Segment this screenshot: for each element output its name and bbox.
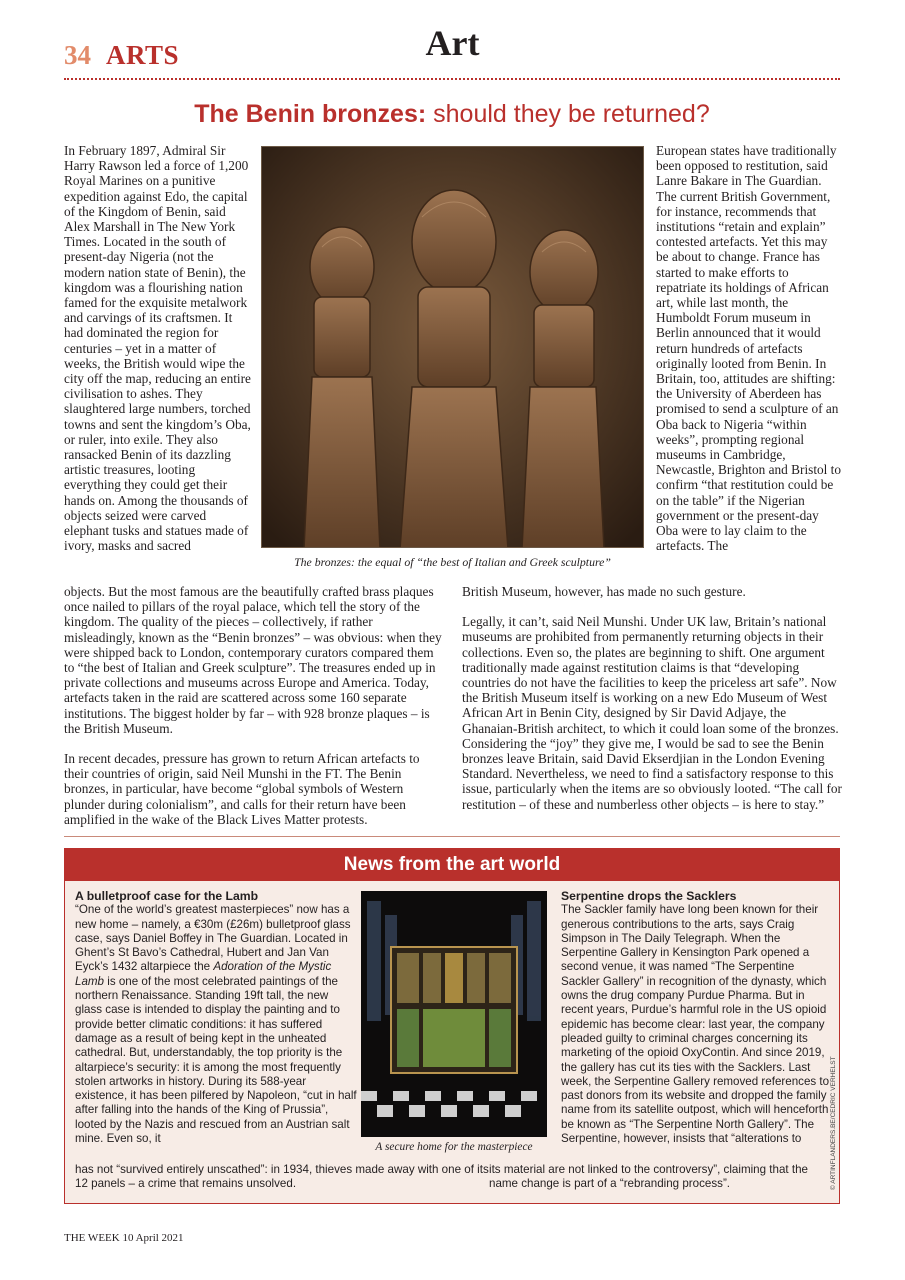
footer-issue-date: THE WEEK 10 April 2021 xyxy=(64,1232,184,1244)
altarpiece-photo xyxy=(361,891,547,1137)
article-headline xyxy=(64,100,840,129)
headline-bold: The Benin bronzes: xyxy=(194,100,427,128)
news-story-body: The Sackler family have long been known for their generous contributions to the arts, says Craig Simpson in The Daily Telegraph. When the Serpentine Gallery in Kensington Park opened a second venue, it was named “The Serpentine Sackler Gallery” in recognition of the dynasty, which owns the drug company Purdue Pharma. But in recent years, Purdue’s harmful role in the US opioid epidemic has become clear: last year, the company pleaded guilty to criminal charges concerning its marketing of the opioid OxyContin. And since 2019, the gallery has cut its ties with the Sacklers. Last week, the Serpentine Gallery removed references to past donors from its website and dropped the family name from its satellite outpost, which will henceforth be known as “The Serpentine North Gallery”. The Serpentine, however, insists that “alterations to xyxy=(561,903,830,1146)
article-col-bottom-left xyxy=(64,584,446,842)
news-story-headline: Serpentine drops the Sacklers xyxy=(561,889,737,903)
news-story-lamb-tail: has not “survived entirely unscathed”: in 1934, thieves made away with one of its 12 panels – a crime that remains unsolved. xyxy=(75,1163,489,1191)
header-divider xyxy=(64,78,840,80)
bronzes-photo xyxy=(261,146,644,548)
news-box xyxy=(64,848,840,1204)
bronzes-photo-caption: The bronzes: the equal of “the best of Italian and Greek sculpture” xyxy=(294,555,611,569)
news-title-bar: News from the art world xyxy=(65,849,839,881)
news-story-lamb xyxy=(75,889,357,1146)
section-title: Art xyxy=(425,23,480,63)
paragraph: In February 1897, Admiral Sir Harry Rawson led a force of 1,200 Royal Marines on a punitive expedition against Edo, the capital of the Kingdom of Benin, said Alex Marshall in The New York Times. Located in the south of present-day Nigeria (not the modern nation state of Benin), the kingdom was a flourishing nation famed for the exquisite metalwork and carvings of its craftsmen. It had dominated the region for centuries – yet in a matter of weeks, the British would wipe the city off the map, reducing an entire civilisation to ashes. They slaughtered large numbers, torched towns and sent the kingdom’s Oba, or ruler, into exile. They also ransacked Benin of its dazzling artistic treasures, looting everything they could get their hands on. Among the thousands of objects seized were carved elephant tusks and statues made of ivory, masks and sacred xyxy=(64,143,251,554)
news-story-body xyxy=(75,903,357,1146)
story-text: “One of the world’s greatest masterpieces” now has a new home – namely, a €30m (£26m) bulletproof glass case, says Daniel Boffey in The Guardian. Located in Ghent’s St Bavo’s Cathedral, Hubert and Jan Van Eyck’s 1432 altarpiece the xyxy=(75,903,351,974)
section-label: ARTS xyxy=(106,40,180,70)
paragraph: British Museum, however, has made no such gesture. xyxy=(462,584,746,599)
story-italic-title: Adoration of the Mystic Lamb xyxy=(75,960,332,988)
paragraph: In recent decades, pressure has grown to return African artefacts to their countries of origin, said Neil Munshi in the FT. The Benin bronzes, in particular, have become “global symbols of Western plunder during colonialism”, and calls for their return have been amplified in the wake of the Black Lives Matter protests. xyxy=(64,751,420,827)
altarpiece-illustration xyxy=(361,891,547,1137)
article-col-left xyxy=(64,143,254,568)
news-story-sacklers xyxy=(561,889,833,1146)
page-number: 34 xyxy=(64,40,91,70)
article-divider xyxy=(64,836,840,837)
photo-credit: © ARTINFLANDERS.BE/CEDRIC VERHELST xyxy=(830,1056,837,1190)
paragraph: Legally, it can’t, said Neil Munshi. Under UK law, Britain’s national museums are prohibited from permanently returning objects in their collections. Even so, the plates are beginning to shift. One argument traditionally made against restitution claims is that “developing countries do not have the facilities to keep the priceless art safe”. Now the British Museum itself is working on a new Edo Museum of West African Art in Benin City, designed by Sir David Adjaye, the Ghanaian-British architect, to which it could loan some of the bronzes. Considering the “joy” they give me, I would be sad to see the Benin bronzes leave Britain, said David Ekserdjian in the London Evening Standard. Nevertheless, we need to find a satisfactory response to this issue, particularly when the items are so obviously looted. “The call for restitution – of these and numberless other objects – is here to stay.” xyxy=(462,614,842,812)
article-col-right-top xyxy=(656,143,842,568)
benin-plaque-illustration xyxy=(262,147,644,548)
altarpiece-photo-caption: A secure home for the masterpiece xyxy=(375,1141,533,1153)
paragraph: European states have traditionally been opposed to restitution, said Lanre Bakare in The Guardian. The current British Government, for instance, recommends that institutions “retain and explain” contested artefacts. Yet this may be about to change. France has started to make efforts to repatriate its holdings of African art, while last month, the Humboldt Forum museum in Berlin announced that it would return hundreds of artefacts originally looted from Benin. In Britain, too, attitudes are shifting: the University of Aberdeen has promised to send a sculpture of an Oba back to Nigeria “within weeks”, prompting regional museums in Cambridge, Newcastle, Brighton and Bristol to confirm “that restitution could be on the table” if the Nigerian government or the present-day Oba were to lay claim to the artefacts. The xyxy=(656,143,842,554)
story-text: is one of the most celebrated paintings of the northern Renaissance. Standing 19ft tall, the new glass case is intended to display the painting and to provide better climatic conditions: it has suffered damage as a result of being kept in the unheated cathedral. But, understandably, the top priority is the altarpiece’s security: it is among the most frequently stolen artworks in history. During its 588-year existence, it has been pilfered by Napoleon, “cut in half after falling into the hands of the King of Prussia”, looted by the Nazis and rescued from an Austrian salt mine. Even so, it xyxy=(75,974,357,1146)
news-story-headline: A bulletproof case for the Lamb xyxy=(75,889,259,903)
paragraph: objects. But the most famous are the beautifully crafted brass plaques once nailed to pillars of the royal palace, which tell the story of the kingdom. The quality of the pieces – collectively, if rather misleadingly, known as the “Benin bronzes” – was obvious: when they were shipped back to London, contemporary curators compared them to “the best of Italian and Greek sculpture”. The treasures ended up in private collections and museums across Europe and America. Today, artefacts taken in the raid are scattered across some 160 separate institutions. The biggest holder by far – with 928 bronze plaques – is the British Museum. xyxy=(64,584,442,736)
news-story-sacklers-tail: its material are not linked to the controversy”, claiming that the name change is part of a “rebranding process”. xyxy=(489,1163,808,1191)
headline-rest: should they be returned? xyxy=(426,100,710,128)
article-col-bottom-right xyxy=(462,584,842,827)
